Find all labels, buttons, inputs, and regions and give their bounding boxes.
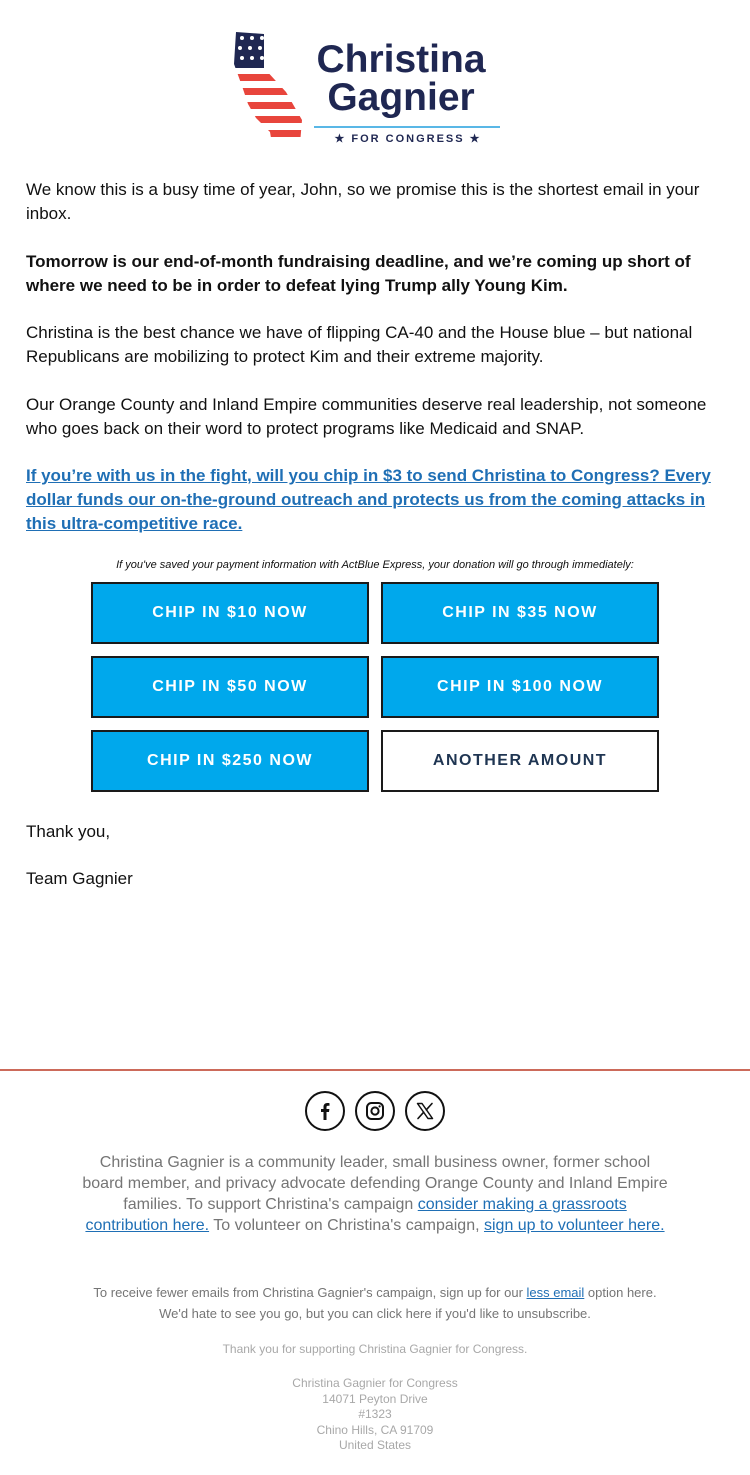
logo-rule: [314, 126, 500, 128]
logo-wordmark: [276, 38, 526, 119]
fewer-text-1: To receive fewer emails from Christina Gagnier's campaign, sign up for our: [93, 1285, 527, 1300]
footer-thanks: Thank you for supporting Christina Gagnier for Congress.: [222, 1342, 528, 1356]
about-text-2: To volunteer on Christina's campaign,: [209, 1217, 484, 1234]
deadline-paragraph: Tomorrow is our end-of-month fundraising deadline, and we’re coming up short of where we need to be in order to defeat lying Trump ally Young Kim.: [26, 252, 691, 295]
about-text-1: Christina Gagnier is a community leader, small business owner, former school board member, and privacy advocate defending Orange County and Inland Empire families. To support Christina's campaign: [82, 1154, 668, 1213]
contribution-link[interactable]: consider making a grassroots contribution here.: [85, 1196, 627, 1234]
actblue-express-note: If you've saved your payment information with ActBlue Express, your donation will go through immediately:: [116, 559, 634, 571]
less-email-link[interactable]: less email: [526, 1285, 585, 1300]
facebook-icon[interactable]: [305, 1091, 345, 1131]
campaign-logo: [228, 28, 528, 150]
another-amount-button[interactable]: ANOTHER AMOUNT: [381, 730, 659, 792]
chip-in-35-button[interactable]: CHIP IN $35 NOW: [381, 582, 659, 644]
appeal-paragraph: [26, 464, 726, 536]
signoff-thanks: Thank you,: [26, 822, 111, 841]
fewer-emails-paragraph: [80, 1282, 670, 1324]
intro-paragraph: We know this is a busy time of year, John, so we promise this is the shortest email in your inbox.: [26, 180, 700, 223]
logo-last-name: Gagnier: [327, 76, 475, 119]
social-links: [305, 1091, 445, 1131]
x-icon[interactable]: [405, 1091, 445, 1131]
address-line: Chino Hills, CA 91709: [316, 1422, 434, 1437]
mailing-address: [0, 1376, 750, 1454]
chip-in-250-button[interactable]: CHIP IN $250 NOW: [91, 730, 369, 792]
signoff-team: Team Gagnier: [26, 869, 133, 888]
logo-tagline: ★ FOR CONGRESS ★: [334, 133, 482, 145]
instagram-icon[interactable]: [355, 1091, 395, 1131]
communities-paragraph: Our Orange County and Inland Empire communities deserve real leadership, not someone who goes back on their word to protect programs like Medicaid and SNAP.: [26, 395, 707, 438]
footer-divider: [0, 1069, 750, 1071]
logo-first-name: Christina: [316, 38, 486, 81]
candidate-paragraph: Christina is the best chance we have of flipping CA-40 and the House blue – but national Republicans are mobilizing to protect Kim and their extreme majority.: [26, 323, 693, 366]
chip-in-100-button[interactable]: CHIP IN $100 NOW: [381, 656, 659, 718]
address-line: #1323: [358, 1407, 392, 1421]
fewer-text-2: option here. We'd hate to see you go, but you can click here if you'd like to unsubscribe.: [159, 1285, 657, 1321]
chip-in-10-button[interactable]: CHIP IN $10 NOW: [91, 582, 369, 644]
chip-in-50-button[interactable]: CHIP IN $50 NOW: [91, 656, 369, 718]
address-line: Christina Gagnier for Congress: [292, 1376, 458, 1390]
address-line: United States: [338, 1438, 412, 1452]
about-paragraph: [80, 1152, 670, 1236]
address-line: 14071 Peyton Drive: [322, 1391, 428, 1406]
chip-in-link[interactable]: If you’re with us in the fight, will you chip in $3 to send Christina to Congress? Every dollar funds our on-the-ground outreach and protects us from the coming attacks in this ultra-competitive race.: [26, 466, 711, 533]
volunteer-link[interactable]: sign up to volunteer here.: [483, 1217, 665, 1234]
